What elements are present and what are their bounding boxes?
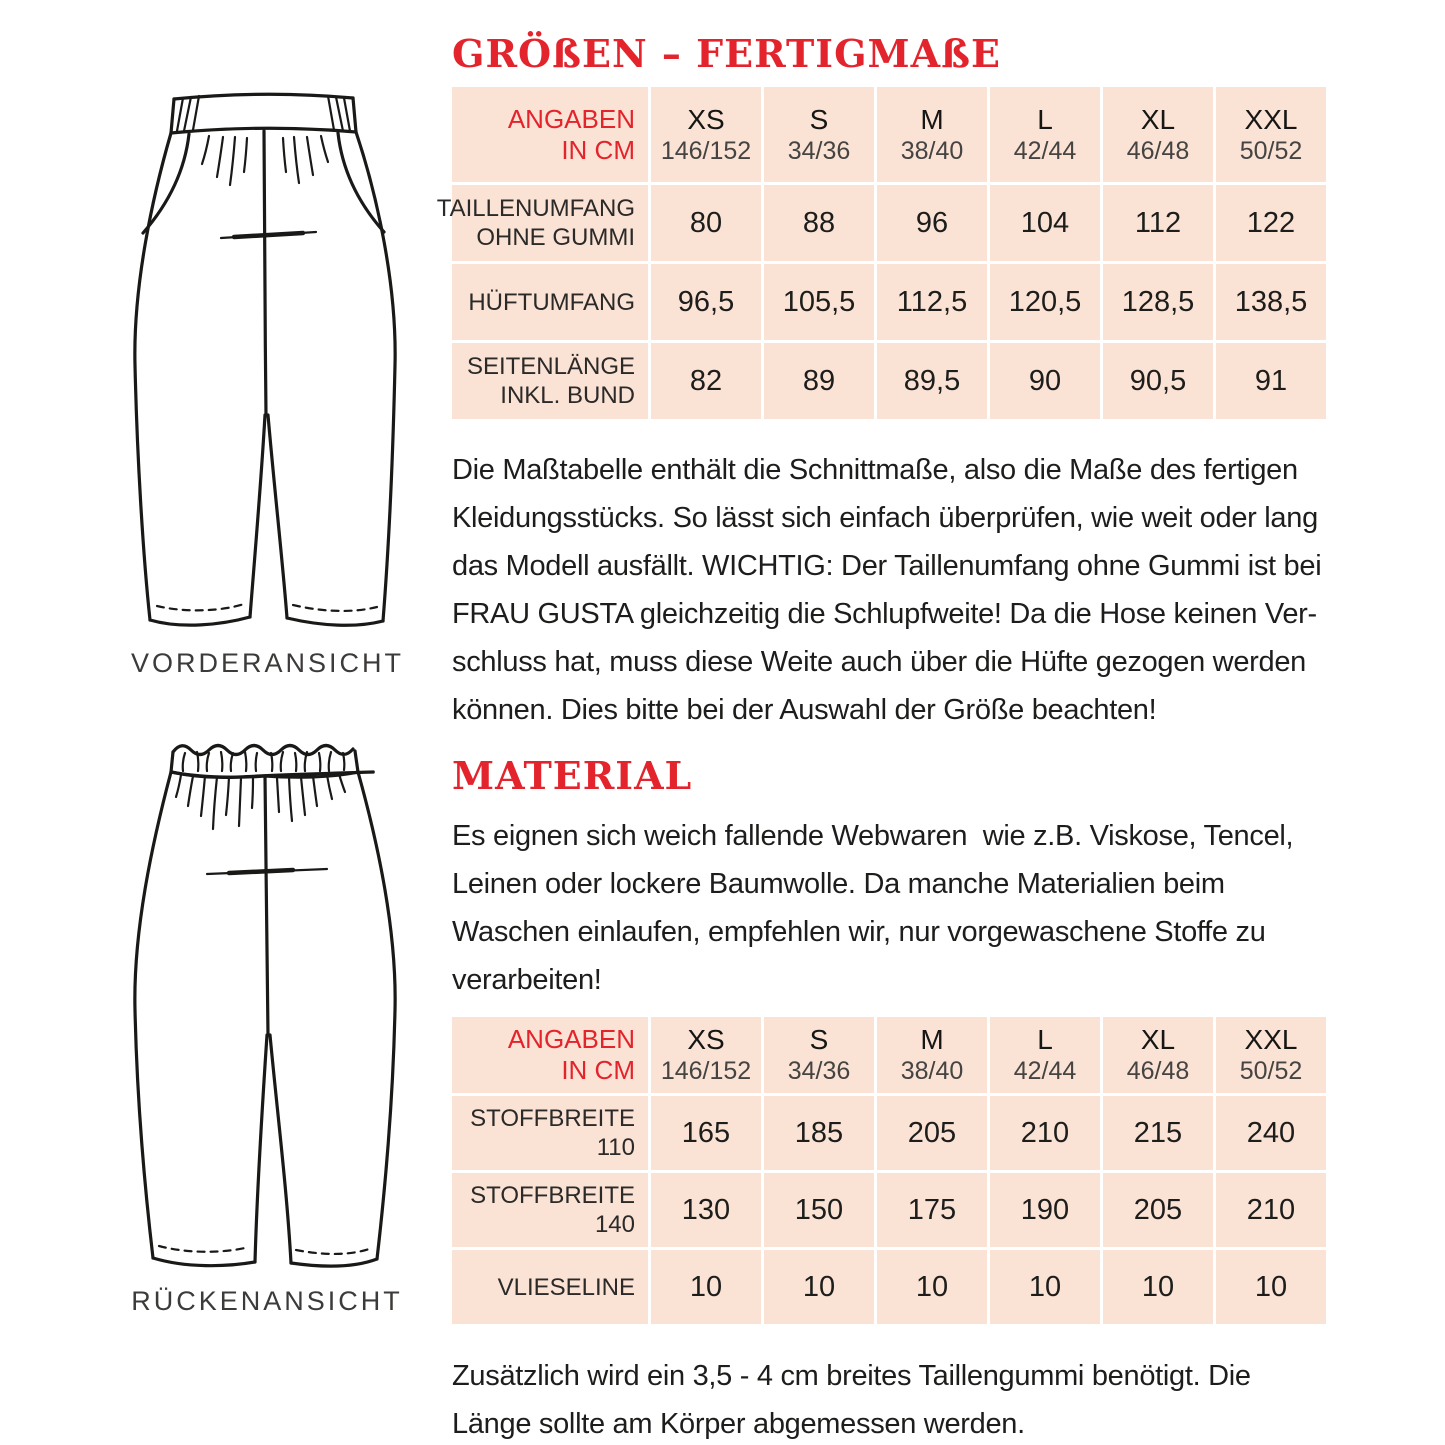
sizes-table <box>436 87 1326 419</box>
row-label-stoffbreite-140: STOFFBREITE 140 <box>452 1173 648 1247</box>
elastic-note: Zusätzlich wird ein 3,5 - 4 cm breites Taillengummi benötigt. Die Länge sollte am Körper abgemessen werden. <box>452 1360 1251 1440</box>
table-value: 130 <box>651 1173 761 1247</box>
table-value: 10 <box>651 1250 761 1324</box>
size-header-m: M 38/40 <box>877 87 987 182</box>
size-header-xl: XL 46/48 <box>1103 87 1213 182</box>
table-value: 10 <box>1103 1250 1213 1324</box>
table-value: 215 <box>1103 1096 1213 1170</box>
table-value: 185 <box>764 1096 874 1170</box>
table-value: 88 <box>764 185 874 261</box>
sizes-section-title: GRÖßEN – FERTIGMAßE <box>452 31 1001 76</box>
table-value: 165 <box>651 1096 761 1170</box>
size-header-l: L 42/44 <box>990 1017 1100 1093</box>
size-header-xl: XL 46/48 <box>1103 1017 1213 1093</box>
back-view-label: RÜCKENANSICHT <box>131 1286 403 1316</box>
table-value: 90 <box>990 343 1100 419</box>
table-value: 210 <box>990 1096 1100 1170</box>
size-header-l: L 42/44 <box>990 87 1100 182</box>
table-value: 82 <box>651 343 761 419</box>
sizes-paragraph: Die Maßtabelle enthält die Schnittmaße, also die Maße des fertigen Kleidungsstücks. So lässt sich einfach überprüfen, wie weit oder lang das Modell ausfällt. WICHTIG: Der Taillenumfang ohne Gummi ist bei FRAU GUSTA gleichzeitig die Schlupfweite! Da die Hose keinen Ver- schluss hat, muss diese Weite auch über die Hüfte gezogen werden können. Dies bitte bei der Auswahl der Größe beachten! <box>452 454 1322 726</box>
material-section-title: MATERIAL <box>452 753 693 798</box>
table-value: 104 <box>990 185 1100 261</box>
table-value: 128,5 <box>1103 264 1213 340</box>
table-value: 240 <box>1216 1096 1326 1170</box>
size-header-xs: XS 146/152 <box>651 1017 761 1093</box>
table-value: 90,5 <box>1103 343 1213 419</box>
pants-front-figure <box>131 85 405 679</box>
table-value: 96,5 <box>651 264 761 340</box>
size-header-m: M 38/40 <box>877 1017 987 1093</box>
table-value: 10 <box>877 1250 987 1324</box>
row-label-seitenlaenge: SEITENLÄNGE INKL. BUND <box>452 343 648 419</box>
corner-line: IN CM <box>561 1055 635 1085</box>
table-value: 10 <box>990 1250 1100 1324</box>
pants-front-drawing <box>131 85 401 630</box>
table-value: 96 <box>877 185 987 261</box>
table-value: 175 <box>877 1173 987 1247</box>
table-value: 120,5 <box>990 264 1100 340</box>
size-header-s: S 34/36 <box>764 87 874 182</box>
table-value: 10 <box>764 1250 874 1324</box>
table-value: 80 <box>651 185 761 261</box>
corner-line: ANGABEN <box>507 103 635 134</box>
front-view-label: VORDERANSICHT <box>131 648 405 678</box>
table-value: 122 <box>1216 185 1326 261</box>
row-label-hueftumfang: HÜFTUMFANG <box>452 264 648 340</box>
size-header-xs: XS 146/152 <box>651 87 761 182</box>
table-value: 89 <box>764 343 874 419</box>
table-value: 112,5 <box>877 264 987 340</box>
pants-back-figure <box>131 740 403 1317</box>
table-value: 138,5 <box>1216 264 1326 340</box>
table-value: 89,5 <box>877 343 987 419</box>
size-header-s: S 34/36 <box>764 1017 874 1093</box>
material-table-corner <box>452 1017 648 1093</box>
pants-back-drawing <box>131 740 403 1268</box>
table-value: 210 <box>1216 1173 1326 1247</box>
corner-line: IN CM <box>561 134 635 165</box>
table-value: 10 <box>1216 1250 1326 1324</box>
table-value: 91 <box>1216 343 1326 419</box>
table-value: 150 <box>764 1173 874 1247</box>
sizes-table-corner <box>452 87 648 182</box>
table-value: 205 <box>1103 1173 1213 1247</box>
row-label-stoffbreite-110: STOFFBREITE 110 <box>452 1096 648 1170</box>
size-header-xxl: XXL 50/52 <box>1216 1017 1326 1093</box>
size-header-xxl: XXL 50/52 <box>1216 87 1326 182</box>
fabric-requirements-table <box>452 1017 1326 1324</box>
corner-line: ANGABEN <box>507 1024 635 1054</box>
row-label-taillenumfang: TAILLENUMFANG OHNE GUMMI <box>452 185 648 261</box>
row-label-vlieseline: VLIESELINE <box>452 1250 648 1324</box>
table-value: 190 <box>990 1173 1100 1247</box>
material-paragraph: Es eignen sich weich fallende Webwaren wie z.B. Viskose, Tencel, Leinen oder lockere Baumwolle. Da manche Materialien beim Waschen einlaufen, empfehlen wir, nur vorgewaschene Stoffe zu verarbeiten! <box>452 820 1294 996</box>
table-value: 105,5 <box>764 264 874 340</box>
table-value: 205 <box>877 1096 987 1170</box>
table-value: 112 <box>1103 185 1213 261</box>
